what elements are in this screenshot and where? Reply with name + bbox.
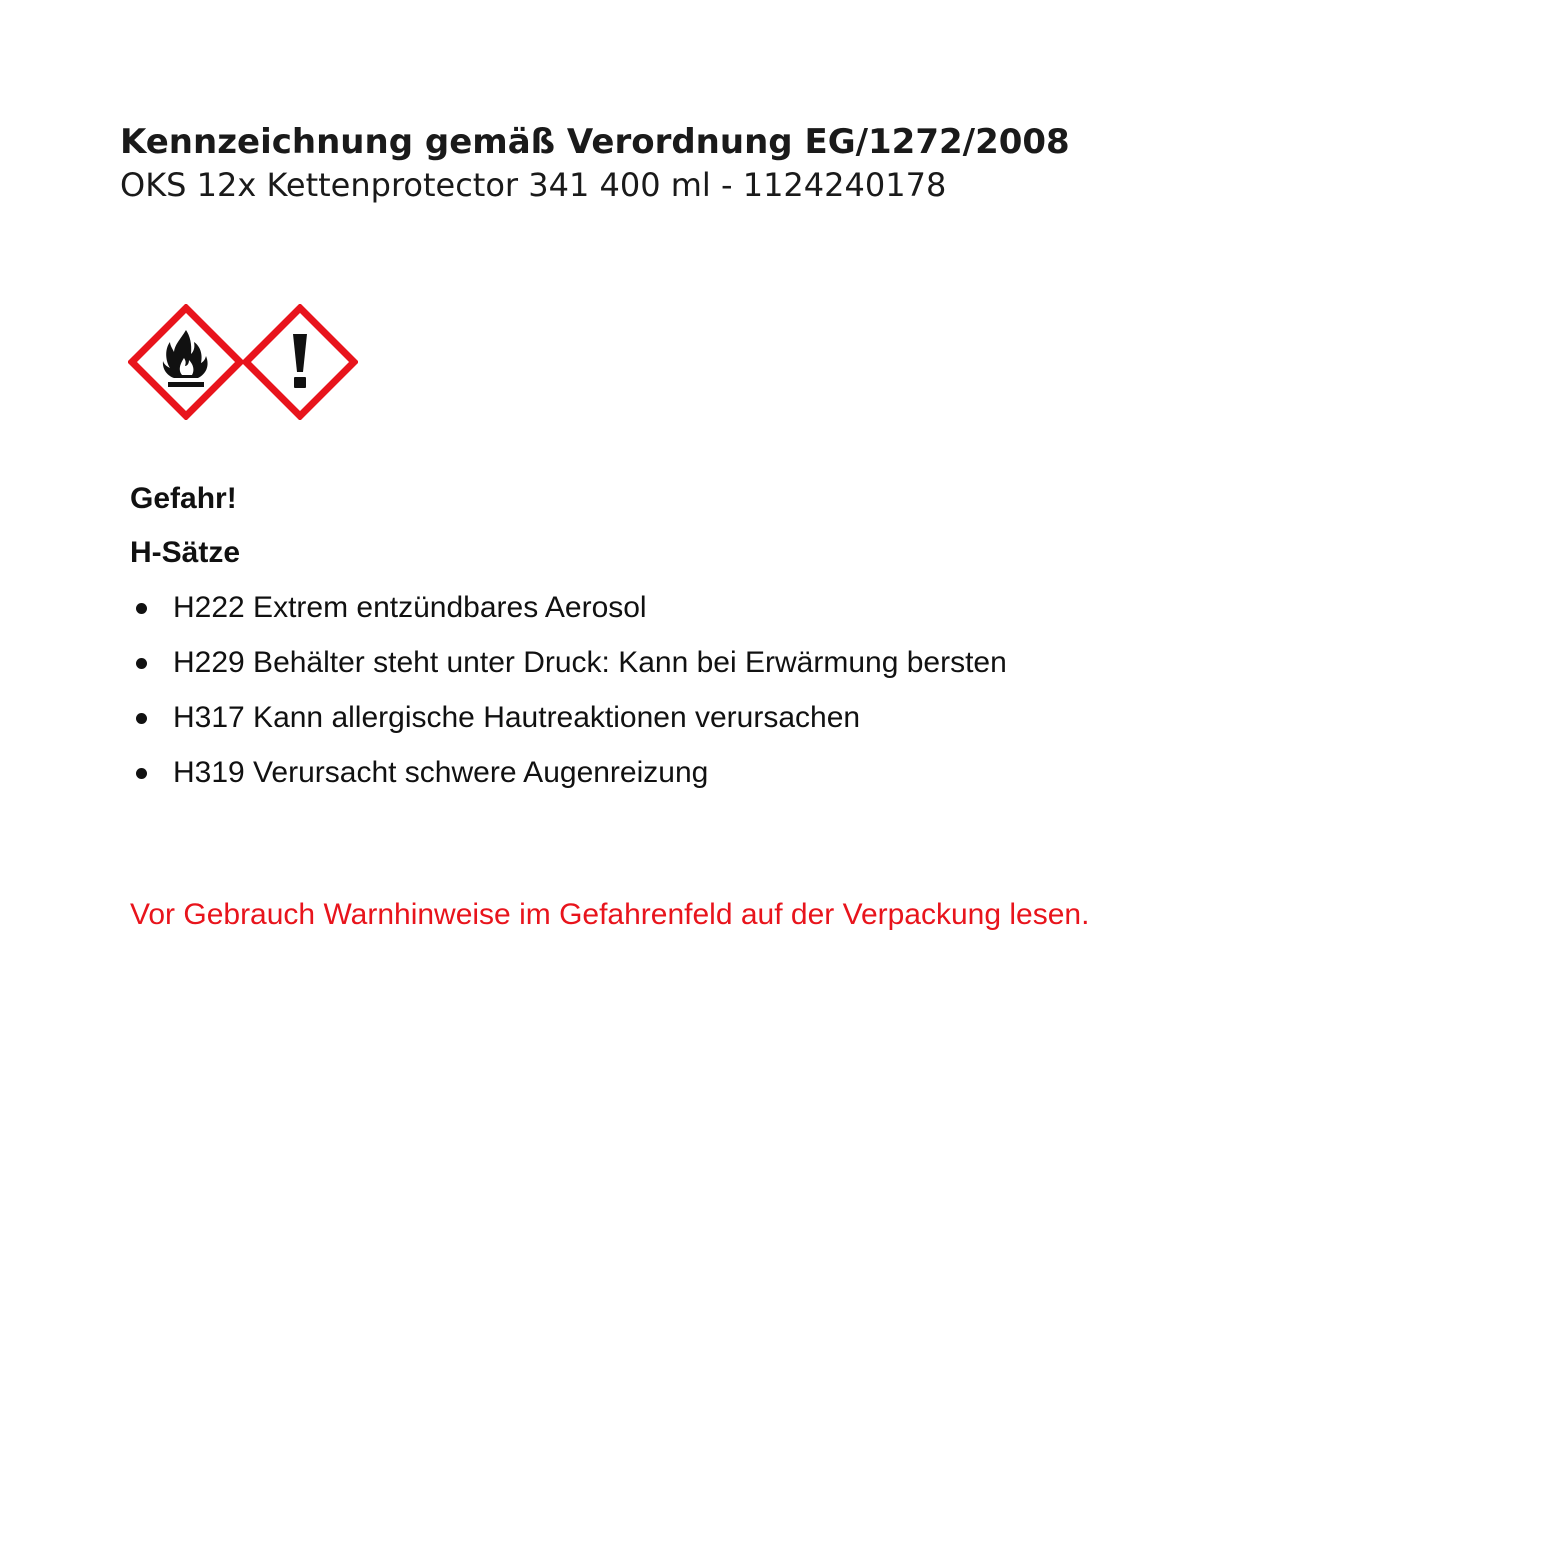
h-statement-text: H229 Behälter steht unter Druck: Kann bei Erwärmung bersten <box>173 646 1007 679</box>
bullet-icon <box>136 603 147 614</box>
product-subtitle: OKS 12x Kettenprotector 341 400 ml - 1124240178 <box>120 166 947 204</box>
h-statement-text: H319 Verursacht schwere Augenreizung <box>173 756 709 789</box>
h-statement-text: H317 Kann allergische Hautreaktionen verursachen <box>173 701 861 734</box>
document-title: Kennzeichnung gemäß Verordnung EG/1272/2008 <box>120 122 1070 162</box>
h-statements-heading: H-Sätze <box>130 536 241 569</box>
signal-word: Gefahr! <box>130 482 237 515</box>
bullet-icon <box>136 713 147 724</box>
document-header <box>120 120 1070 206</box>
h-statements-list <box>130 580 1007 800</box>
ghs-exclamation-mark-icon <box>242 304 358 420</box>
list-item <box>130 690 1007 745</box>
list-item <box>130 580 1007 635</box>
h-statement-text: H222 Extrem entzündbares Aerosol <box>173 591 647 624</box>
ghs-flame-icon <box>128 304 244 420</box>
list-item <box>130 745 1007 800</box>
bullet-icon <box>136 768 147 779</box>
warning-note: Vor Gebrauch Warnhinweise im Gefahrenfeld auf der Verpackung lesen. <box>130 898 1090 931</box>
ghs-pictograms <box>128 304 360 420</box>
bullet-icon <box>136 658 147 669</box>
list-item <box>130 635 1007 690</box>
hazard-section <box>130 476 1007 800</box>
